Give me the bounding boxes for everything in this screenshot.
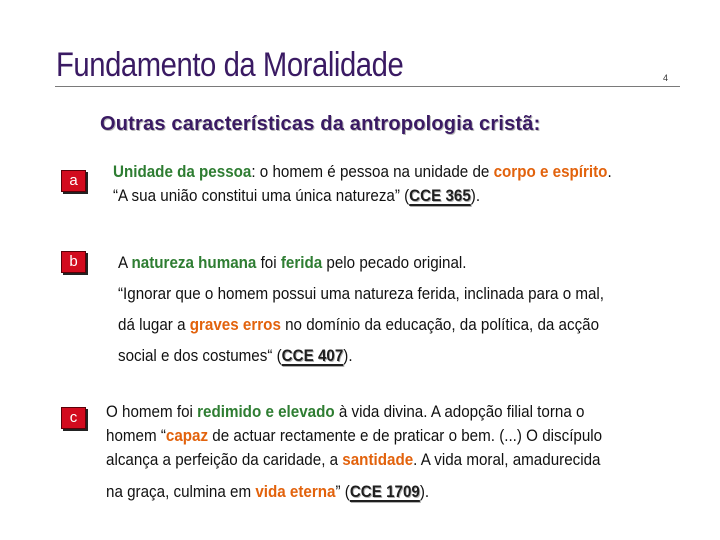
text-run: alcança a perfeição da caridade, a [106,451,343,469]
text-run: “Ignorar que o homem possui uma natureza ferida, inclinada para o mal, [118,285,605,303]
item-a-badge-label: a [69,172,78,189]
text-run: O homem foi [106,403,198,421]
highlight-corpo-e-espirito: corpo e espírito [493,163,608,181]
item-b-badge-label: b [69,253,78,270]
item-b-line-2 [118,279,604,310]
reference-cce-407: CCE 407 [281,347,344,365]
highlight-ferida: ferida [280,254,323,272]
item-b-text [118,248,604,372]
text-run: de actuar rectamente e de praticar o bem. (...) O discípulo [208,427,603,445]
item-c-line-4 [106,480,602,504]
reference-cce-365: CCE 365 [409,187,471,205]
item-a-line-1 [113,160,612,184]
text-run: ). [419,483,430,501]
reference-cce-1709: CCE 1709 [349,483,420,501]
highlight-vida-eterna: vida eterna [255,483,336,501]
text-run: foi [256,254,281,272]
item-b-line-1 [118,248,604,279]
text-run: . A vida moral, amadurecida [413,451,601,469]
text-run: pelo pecado original. [322,254,467,272]
item-c-badge [61,407,86,429]
item-a-badge [61,170,86,192]
item-a-line-2 [113,184,612,208]
highlight-graves-erros: graves erros [189,316,281,334]
text-run: ). [343,347,353,365]
item-b-line-4 [118,341,604,372]
text-run: A [118,254,132,272]
text-run: “A sua união constitui uma única natureza” ( [113,187,410,205]
text-run: ” ( [335,483,350,501]
item-b-badge [61,251,86,273]
slide-subtitle: Outras características da antropologia cristã: [100,113,541,135]
highlight-unidade-da-pessoa: Unidade da pessoa [113,163,252,181]
text-run: social e dos costumes“ ( [118,347,282,365]
item-c-text [106,400,602,504]
text-run: à vida divina. A adopção filial torna o [334,403,585,421]
item-c-line-1 [106,400,602,424]
highlight-natureza-humana: natureza humana [131,254,257,272]
text-run: ). [470,187,481,205]
title-divider [55,86,680,87]
text-run: dá lugar a [118,316,190,334]
item-b-line-3 [118,310,604,341]
item-c-line-3 [106,448,602,472]
highlight-santidade: santidade [342,451,414,469]
slide-title: Fundamento da Moralidade [56,46,404,84]
text-run: homem “ [106,427,166,445]
item-a-text [113,160,612,208]
text-run: . [607,163,612,181]
text-run: : o homem é pessoa na unidade de [251,163,494,181]
text-run: no domínio da educação, da política, da acção [280,316,600,334]
highlight-redimido-e-elevado: redimido e elevado [197,403,335,421]
page-number: 4 [663,73,669,83]
item-c-badge-label: c [69,409,78,426]
highlight-capaz: capaz [165,427,209,445]
text-run: na graça, culmina em [106,483,256,501]
item-c-line-2 [106,424,602,448]
